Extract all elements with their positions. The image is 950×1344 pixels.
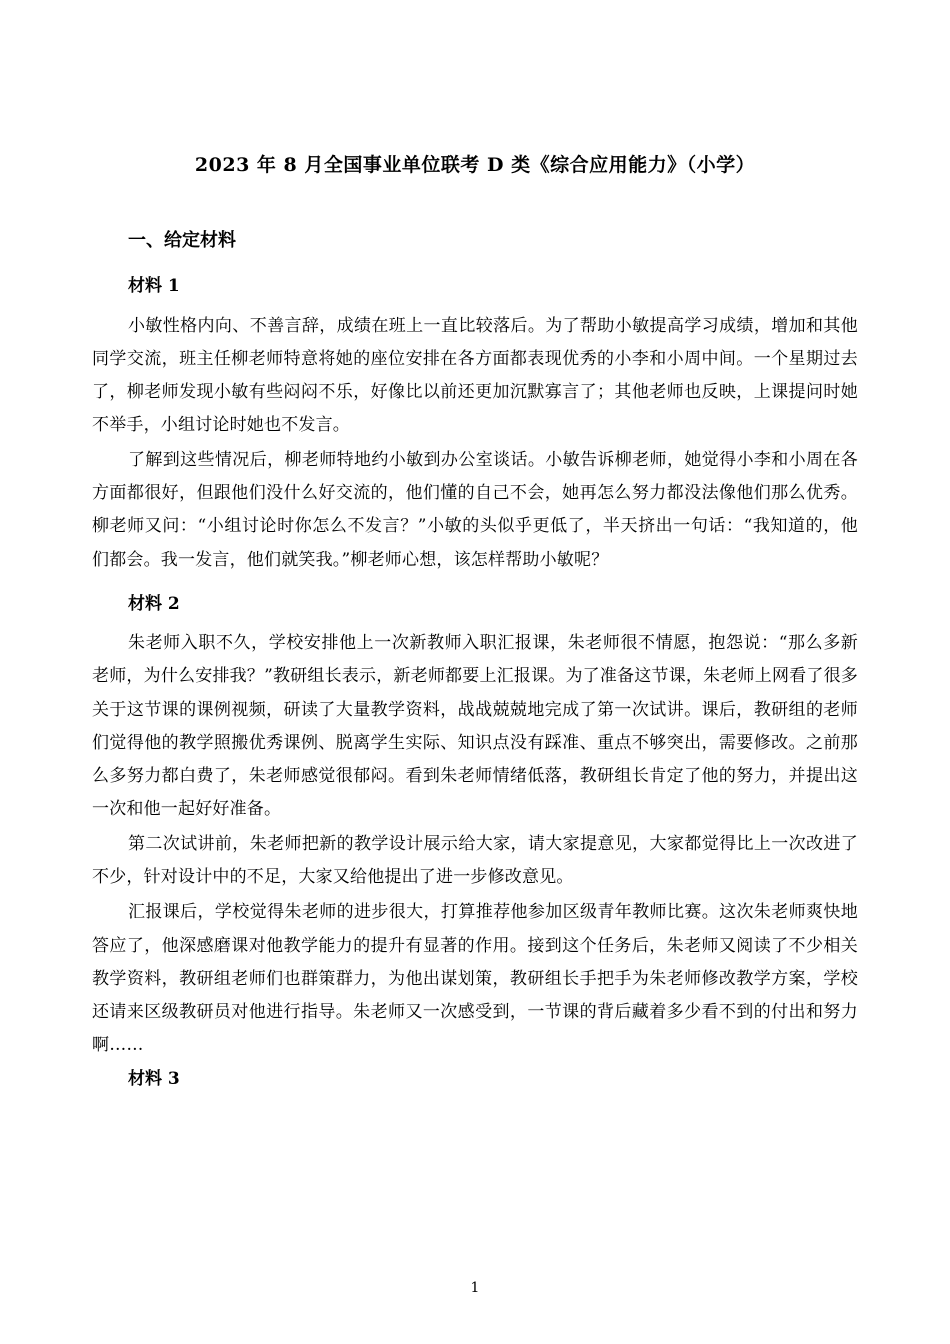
page-number: 1 (470, 1280, 480, 1296)
material-3-heading: 材料 3 (128, 1069, 180, 1090)
material-2-paragraph-1: 朱老师入职不久，学校安排他上一次新教师入职汇报课，朱老师很不情愿，抱怨说：“那么多新老师，为什么安排我？”教研组长表示，新老师都要上汇报课。为了准备这节课，朱老师上网看了很多关于这节课的课例视频，研读了大量教学资料，战战兢兢地完成了第一次试讲。课后，教研组的老师们觉得他的教学照搬优秀课例、脱离学生实际、知识点没有踩准、重点不够突出，需要修改。之前那么多努力都白费了，朱老师感觉很郁闷。看到朱老师情绪低落，教研组长肯定了他的努力，并提出这一次和他一起好好准备。 (92, 633, 858, 819)
material-1-heading: 材料 1 (128, 275, 180, 296)
material-2-paragraph-3: 汇报课后，学校觉得朱老师的进步很大，打算推荐他参加区级青年教师比赛。这次朱老师爽快地答应了，他深感磨课对他教学能力的提升有显著的作用。接到这个任务后，朱老师又阅读了不少相关教学资料，教研组老师们也群策群力，为他出谋划策，教研组长手把手为朱老师修改教学方案，学校还请来区级教研员对他进行指导。朱老师又一次感受到，一节课的背后藏着多少看不到的付出和努力啊…… (92, 902, 858, 1055)
material-2-paragraph-2: 第二次试讲前，朱老师把新的教学设计展示给大家，请大家提意见，大家都觉得比上一次改进了不少，针对设计中的不足，大家又给他提出了进一步修改意见。 (92, 834, 858, 888)
material-1-paragraph-2: 了解到这些情况后，柳老师特地约小敏到办公室谈话。小敏告诉柳老师，她觉得小李和小周在各方面都很好，但跟他们没什么好交流的，他们懂的自己不会，她再怎么努力都没法像他们那么优秀。柳老师又问：“小组讨论时你怎么不发言？”小敏的头似乎更低了，半天挤出一句话：“我知道的，他们都会。我一发言，他们就笑我。”柳老师心想，该怎样帮助小敏呢？ (92, 450, 858, 570)
section-heading: 一、给定材料 (128, 230, 236, 252)
spacer (92, 579, 858, 589)
material-2-heading: 材料 2 (128, 593, 180, 614)
page-title: 2023 年 8 月全国事业单位联考 D 类《综合应用能力》（小学） (194, 154, 756, 176)
material-1-paragraph-1: 小敏性格内向、不善言辞，成绩在班上一直比较落后。为了帮助小敏提高学习成绩，增加和其他同学交流，班主任柳老师特意将她的座位安排在各方面都表现优秀的小李和小周中间。一个星期过去了，柳老师发现小敏有些闷闷不乐，好像比以前还更加沉默寡言了；其他老师也反映，上课提问时她不举手，小组讨论时她也不发言。 (92, 315, 858, 435)
